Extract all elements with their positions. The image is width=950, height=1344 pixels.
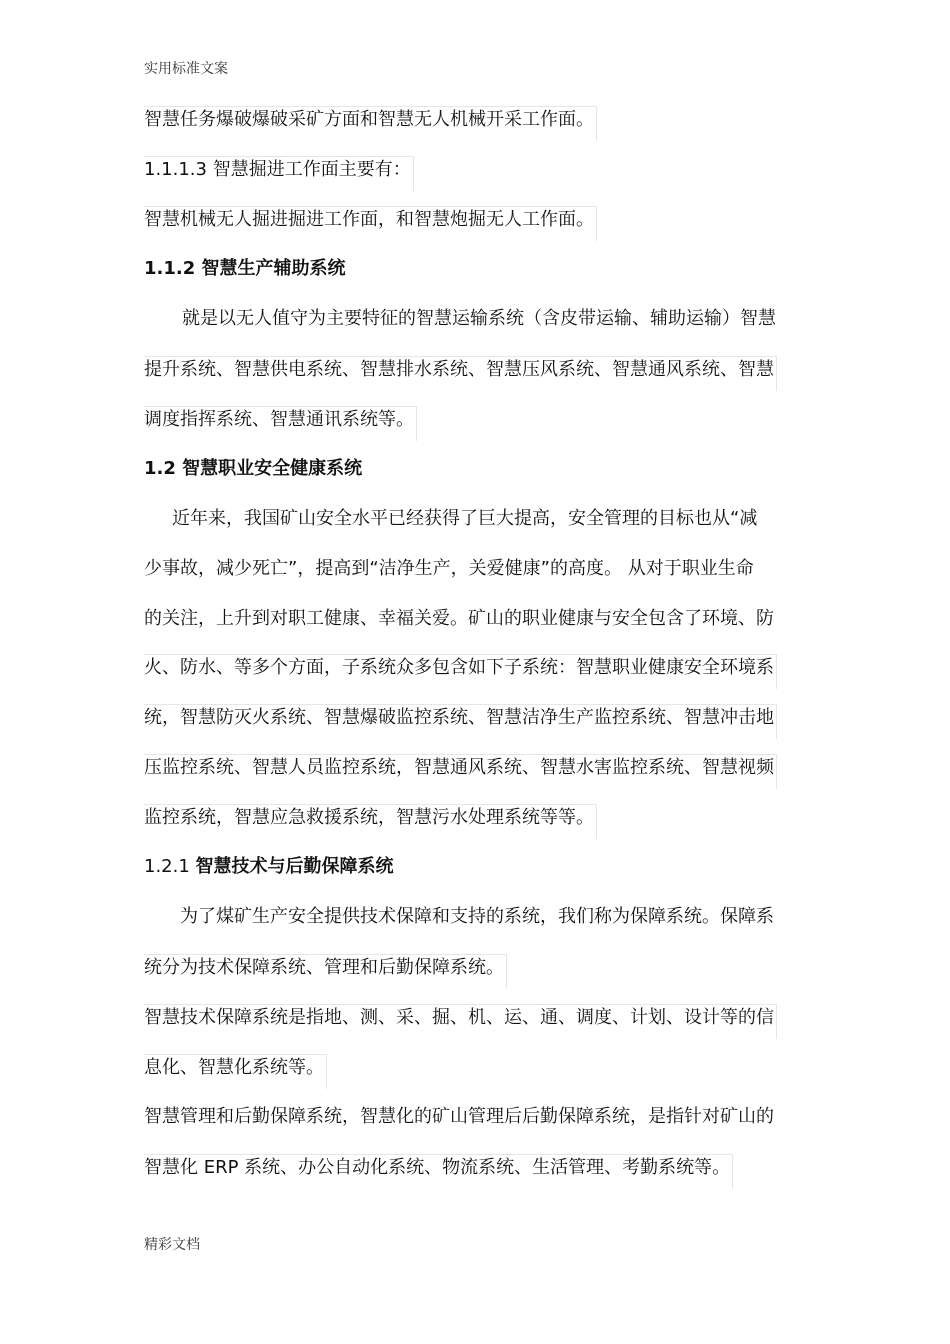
text-line: 1.1.1.3 智慧掘进工作面主要有： bbox=[144, 156, 414, 191]
text-line: 近年来，我国矿山安全水平已经获得了巨大提高，安全管理的目标也从“减 bbox=[172, 508, 758, 529]
text-line: 智慧化 ERP 系统、办公自动化系统、物流系统、生活管理、考勤系统等。 bbox=[144, 1154, 733, 1189]
text-line: 调度指挥系统、智慧通讯系统等。 bbox=[144, 406, 417, 441]
text-line: 智慧技术保障系统是指地、测、采、掘、机、运、通、调度、计划、设计等的信 bbox=[144, 1004, 777, 1039]
text-line: 统，智慧防灭火系统、智慧爆破监控系统、智慧洁净生产监控系统、智慧冲击地 bbox=[144, 704, 777, 739]
text-line: 统分为技术保障系统、管理和后勤保障系统。 bbox=[144, 954, 507, 989]
text-line: 的关注，上升到对职工健康、幸福关爱。矿山的职业健康与安全包含了环境、防 bbox=[144, 608, 774, 629]
section-heading: 1.1.2 智慧生产辅助系统 bbox=[144, 258, 346, 279]
subsection-heading bbox=[144, 854, 396, 888]
text-line: 息化、智慧化系统等。 bbox=[144, 1054, 327, 1089]
text-line: 监控系统，智慧应急救援系统，智慧污水处理系统等等。 bbox=[144, 804, 597, 839]
text-line: 就是以无人值守为主要特征的智慧运输系统（含皮带运输、辅助运输）智慧 bbox=[182, 308, 776, 329]
text-line: 智慧任务爆破爆破采矿方面和智慧无人机械开采工作面。 bbox=[144, 106, 597, 141]
text-line: 火、防水、等多个方面，子系统众多包含如下子系统：智慧职业健康安全环境系 bbox=[144, 654, 777, 689]
section-heading: 1.2 智慧职业安全健康系统 bbox=[144, 458, 363, 479]
heading-text: 智慧技术与后勤保障系统 bbox=[195, 856, 394, 877]
text-line: 为了煤矿生产安全提供技术保障和支持的系统，我们称为保障系统。保障系 bbox=[180, 906, 774, 927]
text-line: 智慧管理和后勤保障系统，智慧化的矿山管理后后勤保障系统，是指针对矿山的 bbox=[144, 1106, 774, 1127]
text-line: 智慧机械无人掘进掘进工作面，和智慧炮掘无人工作面。 bbox=[144, 206, 597, 241]
text-line: 少事故，减少死亡”，提高到“洁净生产，关爱健康”的高度。 从对于职业生命 bbox=[144, 558, 754, 579]
page-footer: 精彩文档 bbox=[144, 1237, 200, 1253]
heading-number: 1.2.1 bbox=[144, 856, 190, 877]
page-header: 实用标准文案 bbox=[144, 61, 228, 77]
text-line: 提升系统、智慧供电系统、智慧排水系统、智慧压风系统、智慧通风系统、智慧 bbox=[144, 356, 777, 391]
text-line: 压监控系统、智慧人员监控系统，智慧通风系统、智慧水害监控系统、智慧视频 bbox=[144, 754, 777, 789]
